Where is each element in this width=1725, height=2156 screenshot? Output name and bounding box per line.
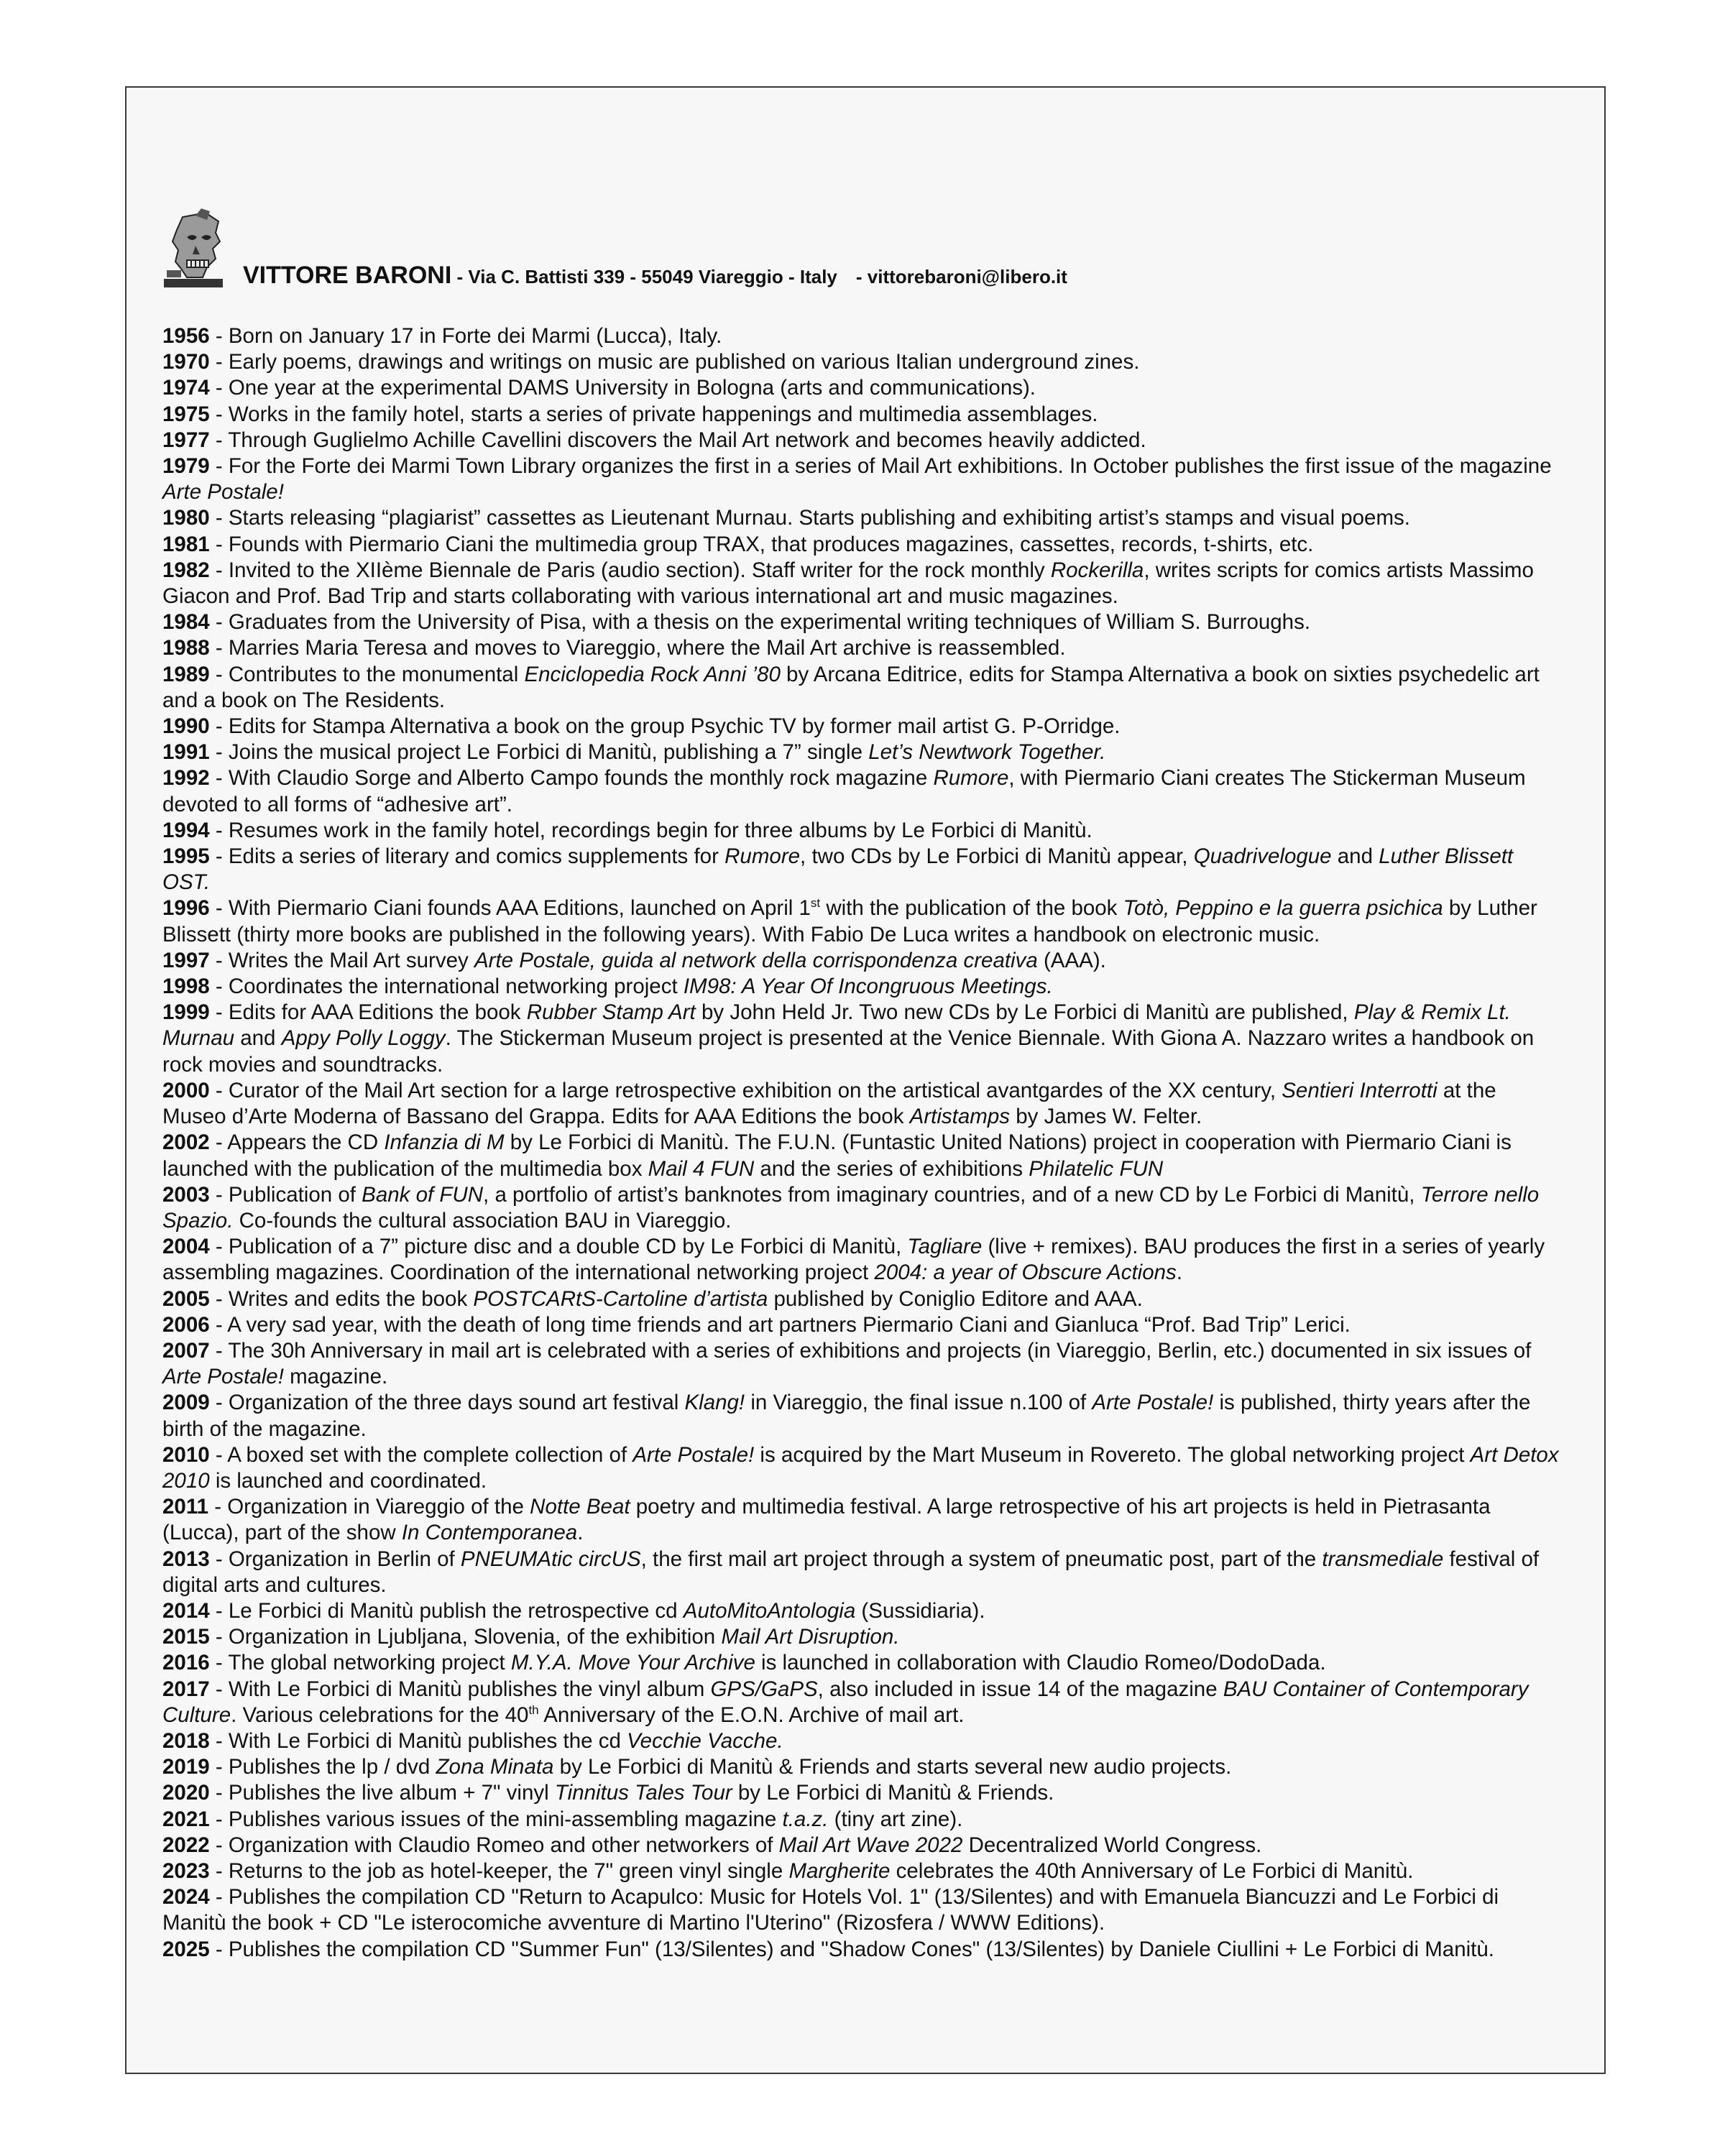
bio-year: 1997: [162, 948, 210, 972]
letterhead-text: [243, 262, 1067, 290]
bio-text: Le Forbici di Manitù publish the retrospective cd: [228, 1598, 684, 1623]
bio-text: with the publication of the book: [820, 896, 1123, 921]
bio-year: 1956: [162, 324, 210, 348]
work-title: GPS/GaPS: [710, 1677, 818, 1701]
bio-entry: 2021 - Publishes various issues of the mini-assembling magazine t.a.z. (tiny art zine).: [162, 1807, 963, 1831]
bio-text: by Arcana Editrice, edits for Stampa Alternativa a book on sixties psychedelic art and a book on The Residents.: [162, 662, 1540, 712]
bio-text: Appears the CD: [227, 1130, 385, 1155]
bio-year: 2007: [162, 1338, 210, 1363]
bio-year: 2011: [162, 1495, 208, 1519]
ordinal-suffix: th: [528, 1703, 539, 1717]
bio-entry: 1994 - Resumes work in the family hotel, recordings begin for three albums by Le Forbici di Manitù.: [162, 818, 1092, 842]
letterhead: [162, 208, 1528, 295]
work-title: Let’s Newtwork Together.: [868, 740, 1106, 765]
bio-text: A very sad year, with the death of long time friends and art partners Piermario Ciani and Gianluca “Prof. Bad Trip” Lerici.: [227, 1312, 1351, 1337]
bio-text: is acquired by the Mart Museum in Rovereto. The global networking project: [754, 1442, 1471, 1467]
bio-entry: 1991 - Joins the musical project Le Forbici di Manitù, publishing a 7” single Let’s Newtwork Together.: [162, 740, 1106, 765]
bio-text: Coordinates the international networking project: [228, 975, 684, 999]
work-title: Quadrivelogue: [1193, 844, 1332, 869]
bio-year: 2017: [162, 1677, 210, 1701]
bio-text: , two CDs by Le Forbici di Manitù appear,: [800, 844, 1194, 869]
work-title: Sentieri Interrotti: [1282, 1078, 1438, 1102]
bio-text: is launched and coordinated.: [209, 1468, 487, 1493]
bio-year: 2018: [162, 1728, 210, 1753]
bio-year: 1998: [162, 975, 210, 999]
bio-text: Organization in Ljubljana, Slovenia, of the exhibition: [228, 1625, 722, 1649]
bio-year: 1979: [162, 454, 210, 479]
bio-entry: 1988 - Marries Maria Teresa and moves to Viareggio, where the Mail Art archive is reassembled.: [162, 636, 1066, 660]
bio-text: The 30h Anniversary in mail art is celebrated with a series of exhibitions and projects (in Viareggio, Berlin, etc.) documented in six issues of: [228, 1338, 1532, 1363]
bio-text: (live + remixes). BAU produces the first in a series of yearly assembling magazines. Coordination of the international networking project: [162, 1235, 1545, 1285]
bio-text: A boxed set with the complete collection of: [227, 1442, 633, 1467]
bio-text: is published, thirty years after the birth of the magazine.: [162, 1391, 1531, 1441]
bio-year: 2010: [162, 1442, 210, 1467]
bio-year: 2025: [162, 1937, 210, 1961]
bio-entry: 1995 - Edits a series of literary and comics supplements for Rumore, two CDs by Le Forbici di Manitù appear, Quadrivelogue and Luther Blissett OST.: [162, 844, 1514, 895]
bio-text: Publishes the live album + 7" vinyl: [228, 1781, 555, 1805]
bio-text: in Viareggio, the final issue n.100 of: [745, 1391, 1092, 1415]
bio-entry: 2004 - Publication of a 7” picture disc and a double CD by Le Forbici di Manitù, Tagliare (live + remixes). BAU produces the first in a series of yearly assembling magazines. Coordination of the international networking project 2004: a year of Obscure Actions.: [162, 1235, 1545, 1285]
bio-year: 1991: [162, 740, 210, 765]
bio-year: 1995: [162, 844, 210, 869]
work-title: Arte Postale, guida al network della corrispondenza creativa: [474, 948, 1038, 972]
bio-year: 2003: [162, 1182, 210, 1207]
bio-text: Marries Maria Teresa and moves to Viareggio, where the Mail Art archive is reassembled.: [228, 636, 1066, 660]
bio-text: Resumes work in the family hotel, recordings begin for three albums by Le Forbici di Manitù.: [228, 818, 1092, 842]
bio-text: poetry and multimedia festival. A large retrospective of his art projects is held in Pietrasanta (Lucca), part of the show: [162, 1495, 1491, 1545]
work-title: Infanzia di M: [384, 1130, 505, 1155]
bio-text: Co-founds the cultural association BAU in Viareggio.: [233, 1208, 732, 1233]
bio-text: For the Forte dei Marmi Town Library organizes the first in a series of Mail Art exhibitions. In October publishes the first issue of the magazine: [228, 454, 1552, 479]
bio-text: Organization of the three days sound art festival: [228, 1391, 685, 1415]
bio-text: Edits for AAA Editions the book: [228, 1000, 527, 1025]
bio-text: . Various celebrations for the 40: [231, 1703, 529, 1727]
bio-text: , the first mail art project through a system of pneumatic post, part of the: [640, 1547, 1322, 1571]
work-title: t.a.z.: [782, 1807, 829, 1831]
bio-text: , also included in issue 14 of the magazine: [817, 1677, 1223, 1701]
bio-year: 2009: [162, 1391, 210, 1415]
bio-text: magazine.: [283, 1365, 388, 1389]
bio-entry: 1977 - Through Guglielmo Achille Cavellini discovers the Mail Art network and becomes heavily addicted.: [162, 428, 1146, 452]
work-title: Rumore: [933, 766, 1009, 791]
bio-year: 2015: [162, 1625, 210, 1649]
bio-text: Graduates from the University of Pisa, with a thesis on the experimental writing techniques of William S. Burroughs.: [228, 610, 1311, 635]
work-title: Luther Blissett OST.: [162, 844, 1514, 895]
bio-entry: 1999 - Edits for AAA Editions the book Rubber Stamp Art by John Held Jr. Two new CDs by Le Forbici di Manitù are published, Play & Remix Lt. Murnau and Appy Polly Loggy. The Stickerman Museum project is presented at the Venice Biennale. With Giona A. Nazzaro writes a handbook on rock movies and soundtracks.: [162, 1000, 1535, 1077]
bio-text: Anniversary of the E.O.N. Archive of mail art.: [538, 1703, 965, 1727]
work-title: Tinnitus Tales Tour: [554, 1781, 732, 1805]
bio-year: 1990: [162, 714, 210, 739]
bio-entry: 2019 - Publishes the lp / dvd Zona Minata by Le Forbici di Manitù & Friends and starts several new audio projects.: [162, 1755, 1232, 1779]
work-title: In Contemporanea: [401, 1521, 578, 1545]
bio-text: Curator of the Mail Art section for a large retrospective exhibition on the artistical avantgardes of the XX century,: [228, 1078, 1282, 1102]
ordinal-suffix: st: [810, 896, 821, 911]
bio-year: 1981: [162, 532, 210, 556]
bio-entry: 2020 - Publishes the live album + 7" vinyl Tinnitus Tales Tour by Le Forbici di Manitù & Friends.: [162, 1781, 1054, 1805]
work-title: Notte Beat: [530, 1495, 630, 1519]
bio-text: Publishes the lp / dvd: [228, 1755, 436, 1779]
work-title: Enciclopedia Rock Anni ’80: [524, 662, 781, 686]
bio-text: and: [1331, 844, 1379, 869]
bio-year: 2006: [162, 1312, 210, 1337]
bio-year: 2016: [162, 1651, 210, 1675]
bio-text: Publication of: [228, 1182, 362, 1207]
work-title: Art Detox 2010: [162, 1442, 1559, 1493]
bio-year: 1974: [162, 376, 210, 400]
bio-text: Writes the Mail Art survey: [228, 948, 474, 972]
bio-text: Organization in Viareggio of the: [227, 1495, 530, 1519]
work-title: Vecchie Vacche.: [627, 1728, 783, 1753]
bio-entry: 2017 - With Le Forbici di Manitù publishes the vinyl album GPS/GaPS, also included in issue 14 of the magazine BAU Container of Contemporary Culture. Various celebrations for the 40th Anniversary of the E.O.N. Archive of mail art.: [162, 1677, 1529, 1727]
bio-entry: 1998 - Coordinates the international networking project IM98: A Year Of Incongruous Meetings.: [162, 975, 1053, 999]
bio-entry: 1989 - Contributes to the monumental Enciclopedia Rock Anni ’80 by Arcana Editrice, edits for Stampa Alternativa a book on sixties psychedelic art and a book on The Residents.: [162, 662, 1540, 712]
bio-text: Organization with Claudio Romeo and other networkers of: [228, 1833, 779, 1857]
bio-entry: 1984 - Graduates from the University of Pisa, with a thesis on the experimental writing techniques of William S. Burroughs.: [162, 610, 1311, 635]
work-title: Rockerilla: [1050, 558, 1144, 582]
bio-text: .: [577, 1521, 584, 1545]
bio-entry: 1982 - Invited to the XIIème Biennale de Paris (audio section). Staff writer for the rock monthly Rockerilla, writes scripts for comics artists Massimo Giacon and Prof. Bad Trip and starts collaborating with various international art and music magazines.: [162, 558, 1534, 609]
bio-text: Works in the family hotel, starts a series of private happenings and multimedia assemblages.: [228, 402, 1098, 426]
bio-entry: 2014 - Le Forbici di Manitù publish the retrospective cd AutoMitoAntologia (Sussidiaria).: [162, 1598, 985, 1623]
work-title: Arte Postale!: [162, 480, 284, 505]
bio-text: Contributes to the monumental: [228, 662, 525, 686]
work-title: Artistamps: [909, 1105, 1011, 1129]
bio-year: 1989: [162, 662, 210, 686]
work-title: M.Y.A. Move Your Archive: [510, 1651, 755, 1675]
bio-year: 1970: [162, 350, 210, 374]
bio-text: , with Piermario Ciani creates The Stickerman Museum devoted to all forms of “adhesive art”.: [162, 766, 1526, 816]
bio-text: , a portfolio of artist’s banknotes from imaginary countries, and of a new CD by Le Forbici di Manitù,: [483, 1182, 1421, 1207]
bio-text: by John Held Jr. Two new CDs by Le Forbici di Manitù are published,: [695, 1000, 1354, 1025]
bio-text: by Le Forbici di Manitù & Friends.: [732, 1781, 1054, 1805]
bio-text: Born on January 17 in Forte dei Marmi (Lucca), Italy.: [228, 324, 722, 348]
bio-year: 1977: [162, 428, 210, 452]
bio-text: by Le Forbici di Manitù & Friends and starts several new audio projects.: [553, 1755, 1232, 1779]
bio-entry: 2024 - Publishes the compilation CD "Return to Acapulco: Music for Hotels Vol. 1" (13/Silentes) and with Emanuela Biancuzzi and Le Forbici di Manitù the book + CD "Le isterocomiche avventure di Martino l'Uterino" (Rizosfera / WWW Editions).: [162, 1885, 1499, 1935]
bio-text: Edits for Stampa Alternativa a book on the group Psychic TV by former mail artist G. P-Orridge.: [228, 714, 1121, 739]
bio-year: 1988: [162, 636, 210, 660]
bio-year: 2002: [162, 1130, 210, 1155]
work-title: Mail Art Wave 2022: [778, 1833, 963, 1857]
work-title: IM98: A Year Of Incongruous Meetings.: [683, 975, 1053, 999]
bio-text: and: [234, 1026, 282, 1051]
bio-year: 2020: [162, 1781, 210, 1805]
bio-text: With Le Forbici di Manitù publishes the cd: [228, 1728, 627, 1753]
bio-entry: 2000 - Curator of the Mail Art section for a large retrospective exhibition on the artistical avantgardes of the XX century, Sentieri Interrotti at the Museo d’Arte Moderna of Bassano del Grappa. Edits for AAA Editions the book Artistamps by James W. Felter.: [162, 1078, 1496, 1129]
bio-text: Returns to the job as hotel-keeper, the 7" green vinyl single: [228, 1858, 789, 1883]
bio-text: . The Stickerman Museum project is presented at the Venice Biennale. With Giona A. Nazzaro writes a handbook on rock movies and soundtracks.: [162, 1026, 1535, 1077]
bio-entry: 2013 - Organization in Berlin of PNEUMAtic circUS, the first mail art project through a system of pneumatic post, part of the transmediale festival of digital arts and cultures.: [162, 1547, 1540, 1597]
bio-entry: 2006 - A very sad year, with the death of long time friends and art partners Piermario Ciani and Gianluca “Prof. Bad Trip” Lerici.: [162, 1312, 1351, 1337]
bio-year: 2005: [162, 1286, 210, 1311]
bio-text: by James W. Felter.: [1010, 1105, 1202, 1129]
bio-year: 2021: [162, 1807, 210, 1831]
bio-text: The global networking project: [228, 1651, 511, 1675]
work-title: Play & Remix Lt. Murnau: [162, 1000, 1511, 1051]
bio-year: 1982: [162, 558, 210, 582]
bio-entry: 1992 - With Claudio Sorge and Alberto Campo founds the monthly rock magazine Rumore, with Piermario Ciani creates The Stickerman Museum devoted to all forms of “adhesive art”.: [162, 766, 1526, 816]
bio-entry: 1990 - Edits for Stampa Alternativa a book on the group Psychic TV by former mail artist G. P-Orridge.: [162, 714, 1121, 739]
bio-entry: 1979 - For the Forte dei Marmi Town Library organizes the first in a series of Mail Art exhibitions. In October publishes the first issue of the magazine Arte Postale!: [162, 454, 1552, 505]
work-title: 2004: a year of Obscure Actions: [874, 1261, 1177, 1285]
bio-year: 1980: [162, 506, 210, 530]
bio-text: published by Coniglio Editore and AAA.: [768, 1286, 1143, 1311]
work-title: Bank of FUN: [362, 1182, 484, 1207]
work-title: Rumore: [724, 844, 801, 869]
bio-text: With Piermario Ciani founds AAA Editions, launched on April 1: [228, 896, 811, 921]
bio-text: (Sussidiaria).: [855, 1598, 985, 1623]
bio-entry: 2010 - A boxed set with the complete collection of Arte Postale! is acquired by the Mart Museum in Rovereto. The global networking project Art Detox 2010 is launched and coordinated.: [162, 1442, 1559, 1493]
address: - Via C. Battisti 339 - 55049 Viareggio - Italy: [456, 266, 837, 287]
bio-text: Decentralized World Congress.: [962, 1833, 1262, 1857]
bio-year: 1994: [162, 818, 210, 842]
bio-entry: 2025 - Publishes the compilation CD "Summer Fun" (13/Silentes) and "Shadow Cones" (13/Silentes) by Daniele Ciullini + Le Forbici di Manitù.: [162, 1937, 1494, 1961]
bio-text: Writes and edits the book: [228, 1286, 474, 1311]
bio-text: Publication of a 7” picture disc and a double CD by Le Forbici di Manitù,: [228, 1235, 908, 1259]
bio-entry: 1974 - One year at the experimental DAMS University in Bologna (arts and communications).: [162, 376, 1036, 400]
work-title: BAU Container of Contemporary Culture: [162, 1677, 1529, 1727]
email: - vittorebaroni@libero.it: [855, 266, 1067, 287]
bio-text: and the series of exhibitions: [754, 1156, 1029, 1181]
bio-year: 2023: [162, 1858, 210, 1883]
bio-text: by Luther Blissett (thirty more books are published in the following years). With Fabio De Luca writes a handbook on electronic music.: [162, 896, 1537, 946]
bio-entry: 1996 - With Piermario Ciani founds AAA Editions, launched on April 1st with the publication of the book Totò, Peppino e la guerra psichica by Luther Blissett (thirty more books are published in the following years). With Fabio De Luca writes a handbook on electronic music.: [162, 896, 1537, 946]
bio-year: 2013: [162, 1547, 210, 1571]
work-title: Mail Art Disruption.: [721, 1625, 900, 1649]
bio-text: Publishes various issues of the mini-assembling magazine: [228, 1807, 783, 1831]
bio-year: 1996: [162, 896, 210, 921]
bio-entry: 2016 - The global networking project M.Y.A. Move Your Archive is launched in collaboration with Claudio Romeo/DodoDada.: [162, 1651, 1326, 1675]
bio-text: at the Museo d’Arte Moderna of Bassano del Grappa. Edits for AAA Editions the book: [162, 1078, 1496, 1129]
bio-text: Joins the musical project Le Forbici di Manitù, publishing a 7” single: [228, 740, 869, 765]
bio-text: Edits a series of literary and comics supplements for: [228, 844, 725, 869]
work-title: Philatelic FUN: [1029, 1156, 1164, 1181]
bio-entry: 1975 - Works in the family hotel, starts a series of private happenings and multimedia assemblages.: [162, 402, 1098, 426]
bio-text: With Claudio Sorge and Alberto Campo founds the monthly rock magazine: [228, 766, 934, 791]
bio-entry: 1997 - Writes the Mail Art survey Arte Postale, guida al network della corrispondenza creativa (AAA).: [162, 948, 1106, 972]
bio-entry: 1956 - Born on January 17 in Forte dei Marmi (Lucca), Italy.: [162, 324, 722, 348]
work-title: Arte Postale!: [632, 1442, 755, 1467]
bio-text: Starts releasing “plagiarist” cassettes as Lieutenant Murnau. Starts publishing and exhibiting artist’s stamps and visual poems.: [228, 506, 1410, 530]
bio-text: Organization in Berlin of: [228, 1547, 461, 1571]
bio-year: 1999: [162, 1000, 210, 1025]
work-title: Zona Minata: [436, 1755, 554, 1779]
bio-text: Early poems, drawings and writings on music are published on various Italian underground zines.: [228, 350, 1140, 374]
work-title: transmediale: [1322, 1547, 1444, 1571]
bio-text: is launched in collaboration with Claudio Romeo/DodoDada.: [755, 1651, 1326, 1675]
bio-text: festival of digital arts and cultures.: [162, 1547, 1540, 1597]
bio-year: 1984: [162, 610, 210, 635]
work-title: PNEUMAtic circUS: [460, 1547, 641, 1571]
bio-entry: 2005 - Writes and edits the book POSTCARtS-Cartoline d’artista published by Coniglio Editore and AAA.: [162, 1286, 1143, 1311]
bio-text: by Le Forbici di Manitù. The F.U.N. (Funtastic United Nations) project in cooperation with Piermario Ciani is launched with the publication of the multimedia box: [162, 1130, 1512, 1181]
work-title: POSTCARtS-Cartoline d’artista: [473, 1286, 768, 1311]
bio-entry: 2022 - Organization with Claudio Romeo and other networkers of Mail Art Wave 2022 Decentralized World Congress.: [162, 1833, 1262, 1857]
bio-year: 2014: [162, 1598, 210, 1623]
biography-list: [162, 323, 1564, 1963]
bio-text: , writes scripts for comics artists Massimo Giacon and Prof. Bad Trip and starts collaborating with various international art and music magazines.: [162, 558, 1534, 609]
bio-text: With Le Forbici di Manitù publishes the vinyl album: [228, 1677, 711, 1701]
bio-entry: 2007 - The 30h Anniversary in mail art is celebrated with a series of exhibitions and projects (in Viareggio, Berlin, etc.) documented in six issues of Arte Postale! magazine.: [162, 1338, 1532, 1389]
work-title: Terrore nello Spazio.: [162, 1182, 1540, 1233]
bio-year: 2019: [162, 1755, 210, 1779]
bio-entry: 1970 - Early poems, drawings and writings on music are published on various Italian underground zines.: [162, 350, 1140, 374]
work-title: Margherite: [788, 1858, 891, 1883]
bio-entry: 2023 - Returns to the job as hotel-keeper, the 7" green vinyl single Margherite celebrates the 40th Anniversary of Le Forbici di Manitù.: [162, 1858, 1414, 1883]
bio-entry: 2018 - With Le Forbici di Manitù publishes the cd Vecchie Vacche.: [162, 1728, 783, 1753]
bio-year: 2024: [162, 1885, 210, 1909]
bio-year: 1992: [162, 766, 210, 791]
work-title: Tagliare: [907, 1235, 983, 1259]
bio-entry: 2002 - Appears the CD Infanzia di M by Le Forbici di Manitù. The F.U.N. (Funtastic United Nations) project in cooperation with Piermario Ciani is launched with the publication of the multimedia box Mail 4 FUN and the series of exhibitions Philatelic FUN: [162, 1130, 1512, 1181]
work-title: Mail 4 FUN: [648, 1156, 755, 1181]
skull-logo-icon: [162, 208, 224, 289]
author-name: VITTORE BARONI: [243, 262, 452, 289]
bio-text: Through Guglielmo Achille Cavellini discovers the Mail Art network and becomes heavily addicted.: [228, 428, 1146, 452]
bio-entry: 2003 - Publication of Bank of FUN, a portfolio of artist’s banknotes from imaginary countries, and of a new CD by Le Forbici di Manitù, Terrore nello Spazio. Co-founds the cultural association BAU in Viareggio.: [162, 1182, 1540, 1233]
work-title: Arte Postale!: [1092, 1391, 1214, 1415]
bio-entry: 2009 - Organization of the three days sound art festival Klang! in Viareggio, the final issue n.100 of Arte Postale! is published, thirty years after the birth of the magazine.: [162, 1391, 1531, 1441]
bio-text: celebrates the 40th Anniversary of Le Forbici di Manitù.: [890, 1858, 1414, 1883]
bio-year: 2022: [162, 1833, 210, 1857]
work-title: Arte Postale!: [162, 1365, 284, 1389]
bio-entry: 1980 - Starts releasing “plagiarist” cassettes as Lieutenant Murnau. Starts publishing and exhibiting artist’s stamps and visual poems.: [162, 506, 1410, 530]
work-title: Appy Polly Loggy: [281, 1026, 446, 1051]
work-title: AutoMitoAntologia: [683, 1598, 856, 1623]
bio-text: Invited to the XIIème Biennale de Paris (audio section). Staff writer for the rock monthly: [228, 558, 1051, 582]
work-title: Totò, Peppino e la guerra psichica: [1123, 896, 1443, 921]
bio-text: .: [1176, 1261, 1183, 1285]
bio-text: (tiny art zine).: [828, 1807, 963, 1831]
bio-text: (AAA).: [1037, 948, 1106, 972]
bio-entry: 2015 - Organization in Ljubljana, Slovenia, of the exhibition Mail Art Disruption.: [162, 1625, 900, 1649]
bio-year: 2004: [162, 1235, 210, 1259]
bio-entry: 1981 - Founds with Piermario Ciani the multimedia group TRAX, that produces magazines, cassettes, records, t-shirts, etc.: [162, 532, 1314, 556]
bio-text: One year at the experimental DAMS University in Bologna (arts and communications).: [228, 376, 1036, 400]
bio-text: Publishes the compilation CD "Return to Acapulco: Music for Hotels Vol. 1" (13/Silentes) and with Emanuela Biancuzzi and Le Forbici di Manitù the book + CD "Le isterocomiche avventure di Martino l'Uterino" (Rizosfera / WWW Editions).: [162, 1885, 1499, 1935]
bio-text: Founds with Piermario Ciani the multimedia group TRAX, that produces magazines, cassettes, records, t-shirts, etc.: [228, 532, 1314, 556]
work-title: Klang!: [684, 1391, 745, 1415]
bio-year: 1975: [162, 402, 210, 426]
bio-entry: 2011 - Organization in Viareggio of the Notte Beat poetry and multimedia festival. A large retrospective of his art projects is held in Pietrasanta (Lucca), part of the show In Contemporanea.: [162, 1495, 1491, 1545]
bio-year: 2000: [162, 1078, 210, 1102]
work-title: Rubber Stamp Art: [526, 1000, 696, 1025]
bio-text: Publishes the compilation CD "Summer Fun" (13/Silentes) and "Shadow Cones" (13/Silentes) by Daniele Ciullini + Le Forbici di Manitù.: [228, 1937, 1494, 1961]
